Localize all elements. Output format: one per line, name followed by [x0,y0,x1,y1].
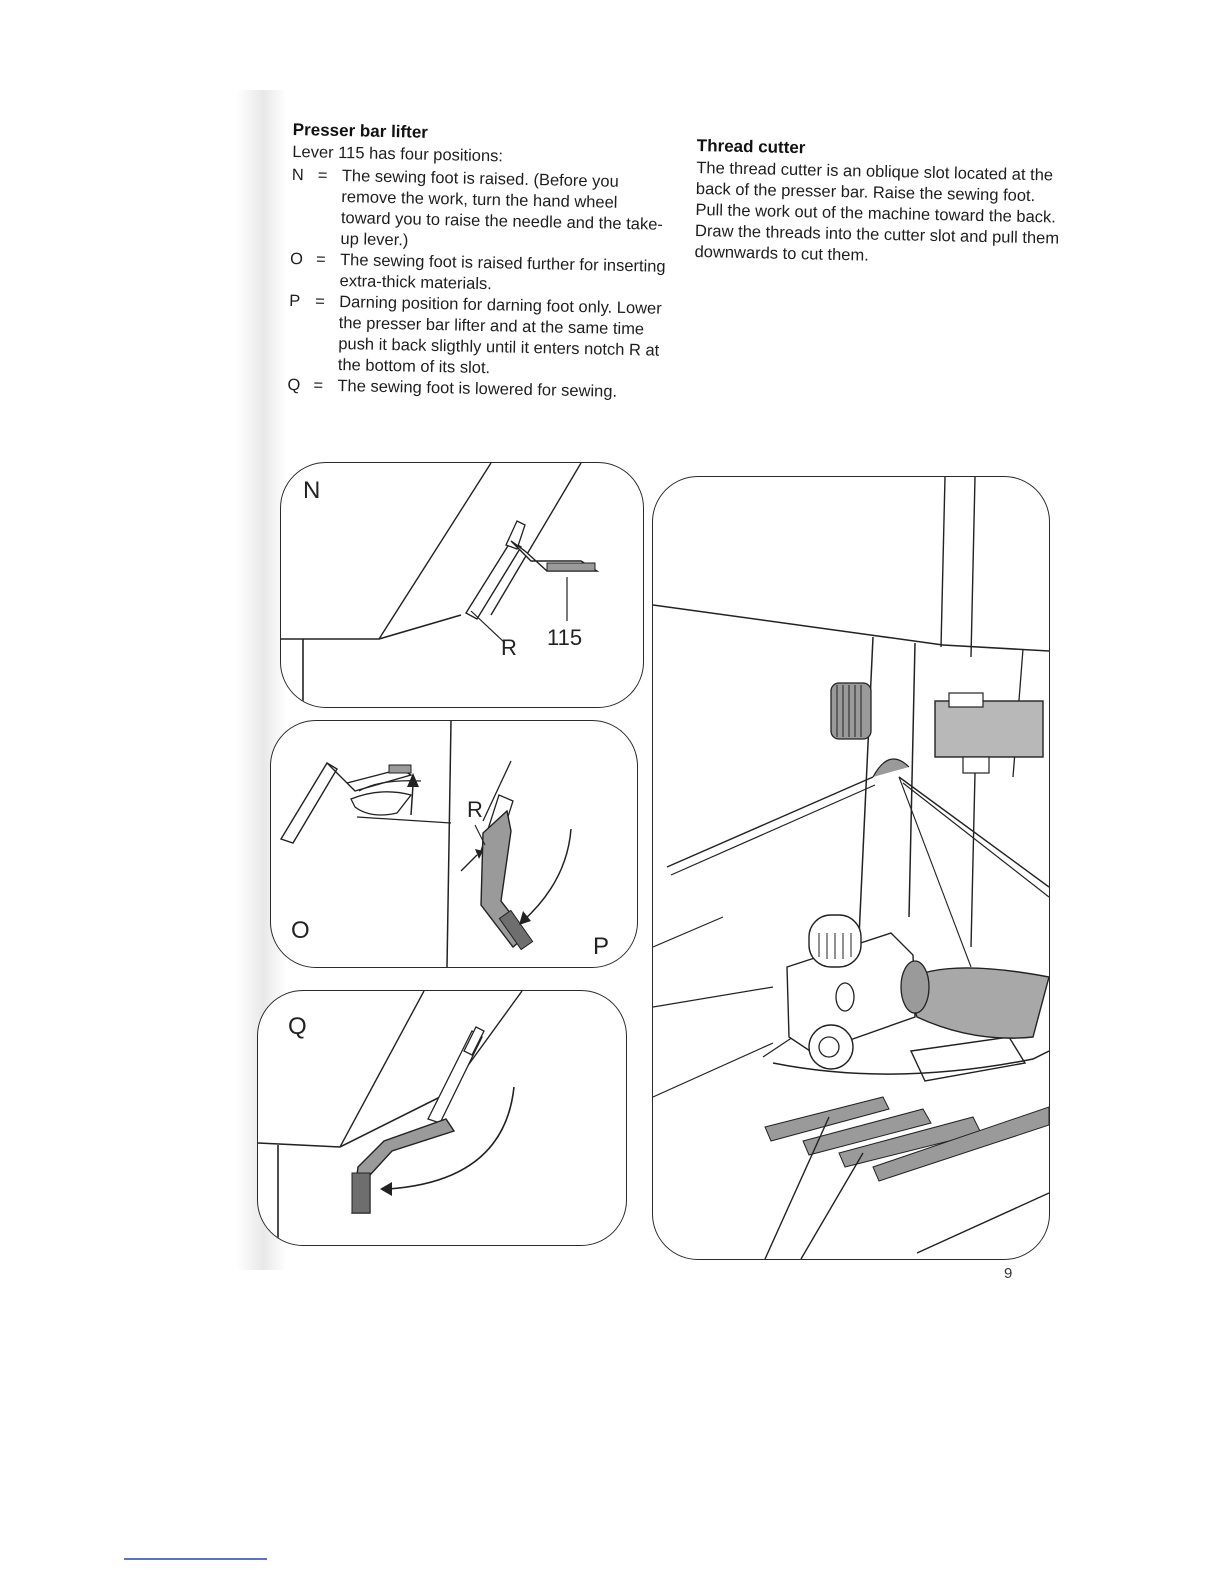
section-title: Thread cutter [696,136,806,158]
thread-cutter-section [694,136,1067,271]
callout-lever: 115 [547,625,583,650]
definition-key: N [291,165,304,185]
definition-equals: = [317,166,328,185]
callout-notch: R [501,635,517,660]
definition-key: P [289,291,301,311]
figure-o-p [270,720,638,968]
figure-thread-cutter-drawing [653,477,1049,1259]
figure-label-o: O [291,917,310,944]
definition-p [288,291,670,383]
figure-n [280,462,644,708]
figure-o-p-drawing [271,721,637,967]
callout-notch: R [467,797,483,822]
presser-bar-lifter-section [287,120,673,404]
figure-n-drawing [281,463,643,707]
definition-equals: = [315,250,326,269]
page-number: 9 [1004,1265,1013,1282]
definition-key: O [289,249,304,269]
section-title: Presser bar lifter [292,120,429,142]
figure-q [257,990,627,1246]
figure-q-drawing [258,991,626,1245]
definition-text: Darning position for darning foot only. Lower the presser bar lifter and at the same time push it back sligthly until it enters notch R at the bottom of its slot. [337,293,662,378]
definition-n [290,165,672,257]
figure-label: Q [288,1013,307,1040]
link-underline [124,1558,267,1560]
definition-text: The sewing foot is raised. (Before you remove the work, turn the hand wheel toward you to raise the needle and the take-up lever.) [340,167,664,250]
figure-thread-cutter [652,476,1050,1260]
definition-text: The sewing foot is lowered for sewing. [337,376,618,401]
definition-equals: = [315,292,326,311]
figure-label-p: P [593,933,610,960]
definition-equals: = [313,376,324,395]
intro-text: Lever 115 has four positions: [292,142,504,166]
definition-text: The sewing foot is raised further for inserting extra-thick materials. [339,251,666,294]
definition-key: Q [287,375,301,395]
section-text: The thread cutter is an oblique slot located at the back of the presser bar. Raise the sewing foot. Pull the work out of the machine toward the back. Draw the threads into the cutter slot and pull them downwards to cut them. [694,158,1060,265]
figure-label: N [303,477,321,504]
